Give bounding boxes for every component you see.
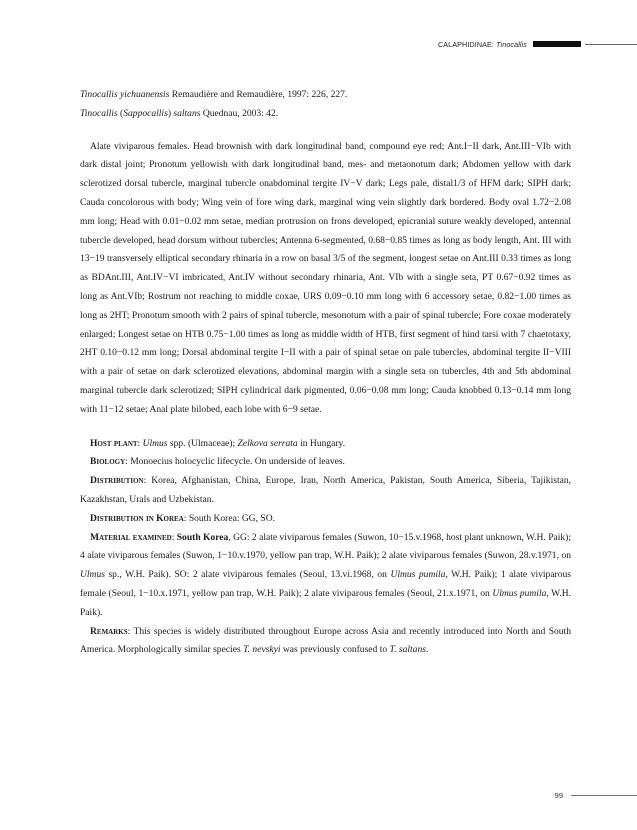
synonym-1-name: Tinocallis yichuanensis <box>80 89 170 100</box>
running-head-bar <box>533 41 581 47</box>
page-number: 99 <box>554 790 563 800</box>
running-head-genus: Tinocallis <box>496 39 527 49</box>
remarks-label: Remarks <box>90 625 128 637</box>
distribution-paragraph: Distribution: Korea, Afghanistan, China, Europe, Iran, North America, Pakistan, South America, Siberia, Tajikistan, Kazakhstan, Urals and Uzbekistan. <box>80 475 571 505</box>
material-examined-paragraph: Material examined: South Korea, GG: 2 alate viviparous females (Suwon, 10−15.v.1968, host plant unknown, W.H. Paik); 4 alate viviparous females (Suwon, 1−10.v.1970, yellow pan trap, W.H. Paik); 2 alate viviparous females (Suwon, 28.v.1971, on Ulmus sp., W.H. Paik). SO: 2 alate viviparous females (Seoul, 13.vi.1968, on Ulmus pumila, W.H. Paik); 1 alate viviparous female (Seoul, 1−10.x.1971, yellow pan trap, W.H. Paik); 2 alate viviparous females (Seoul, 21.x.1971, on Ulmus pumila, W.H. Paik). <box>80 531 572 618</box>
host-plant-paragraph: Host plant: Ulmus spp. (Ulmaceae); Zelkova serrata in Hungary. <box>90 437 346 449</box>
synonym-2: Tinocallis (Sappocallis) saltans Quednau, 2003: 42. <box>80 107 279 119</box>
footer-rule <box>571 795 637 796</box>
biology-label: Biology <box>90 456 126 468</box>
running-head <box>438 38 637 50</box>
host-plant-label: Host plant <box>90 437 138 449</box>
synonym-2-species: saltans <box>173 107 201 119</box>
distribution-label: Distribution <box>90 475 144 487</box>
description-paragraph: Alate viviparous females. Head brownish with dark longitudinal band, compound eye red; Ant.I−II dark, Ant.III−VIb with dark distal joint; Pronotum yellowish with dark longitudinal band, mes- and metaonotum dark; Abdomen yellow with dark sclerotized dorsal tubercle, marginal tubercle onabdominal tergite IV−V dark; Legs pale, distal1/3 of HFM dark; SIPH dark; Cauda concolorous with body; Wing vein of fore wing dark, marginal wing vein slightly dark bordered. Body oval 1.72−2.08 mm long; Head with 0.01−0.02 mm setae, median protrusion on frons developed, epicranial suture weakly developed, antennal tubercle developed, head dorsum without tubercles; Antenna 6-segmented, 0.68−0.85 times as long as body length, Ant. III with 13−19 transversely elliptical secondary rhinaria in a row on basal 3/5 of the segment, longest setae on Ant.III 0.33 times as long as BDAnt.III, Ant.IV−VI imbricated, Ant.IV without secondary rhinaria, Ant. VIb with a single seta, PT 0.67−0.92 times as long as Ant.VIb; Rostrum not reaching to middle coxae, URS 0.09−0.10 mm long with 6 accessory setae, 0.82−1.00 times as long as 2HT; Pronotum smooth with 2 pairs of spinal tubercle, mesonotum with a pair of spinal tubercle; Fore coxae moderately enlarged; Longest setae on HTB 0.75−1.00 times as long as middle width of HTB, first segment of hind tarsi with 7 chaetotaxy, 2HT 0.10−0.12 mm long; Dorsal abdominal tergite I−II with a pair of spinal setae on pale tubercles, abdominal tergite II−VIII with a pair of setae on dark sclerotized elevations, abdominal margin with a single seta on tubercles, 4th and 5th abdominal marginal tubercle dark sclerotized; SIPH cylindrical dark pigmented, 0.06−0.08 mm long; Cauda knobbed 0.13−0.14 mm long with 11−12 setae; Anal plate bilobed, each lobe with 6−9 setae. <box>80 140 571 415</box>
synonym-1: Tinocallis yichuanensis Remaudière and Remaudière, 1997: 226, 227. <box>80 89 348 100</box>
running-head-text: CALAPHIDINAE: Tinocallis <box>437 39 527 49</box>
running-head-rule <box>585 44 637 45</box>
page-content <box>80 86 571 660</box>
page-footer <box>555 789 637 801</box>
material-examined-label: Material examined <box>90 531 172 543</box>
remarks-paragraph: Remarks: This species is widely distributed throughout Europe across Asia and recently introduced into North and South America. Morphologically similar species T. nevskyi was previously confused to T. saltans. <box>80 625 571 656</box>
biology-paragraph: Biology: Monoecius holocyclic lifecycle. On underside of leaves. <box>90 456 345 468</box>
distribution-korea-paragraph: Distribution in Korea: South Korea: GG, SO. <box>90 512 276 524</box>
synonym-2-genus: Tinocallis <box>80 107 118 119</box>
distribution-korea-label: Distribution in Korea <box>90 512 184 524</box>
material-region: South Korea <box>176 531 229 543</box>
synonym-2-subgenus: Sappocallis <box>123 107 168 119</box>
